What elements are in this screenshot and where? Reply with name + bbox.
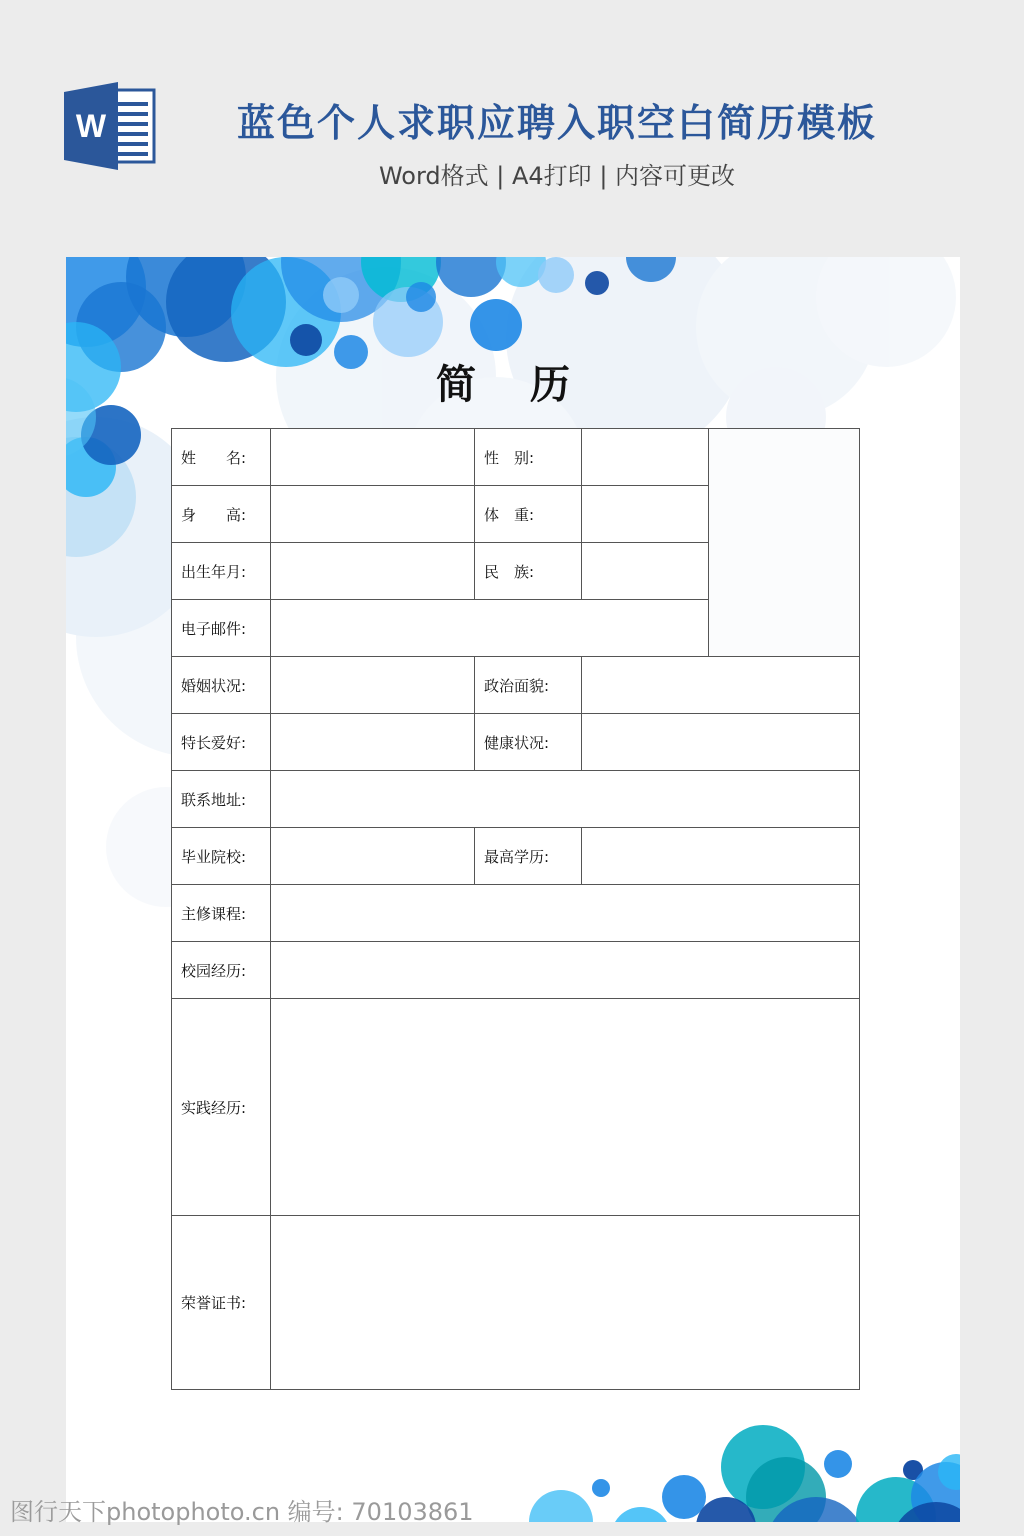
- field-hobbies[interactable]: [271, 714, 475, 771]
- field-school[interactable]: [271, 828, 475, 885]
- label-hobbies: 特长爱好:: [172, 714, 271, 771]
- page-header: [0, 0, 1024, 240]
- label-gender: 性 别:: [475, 429, 582, 486]
- field-weight[interactable]: [582, 486, 709, 543]
- svg-text:W: W: [75, 108, 107, 144]
- resume-form-table: [171, 428, 860, 1390]
- table-row: [172, 771, 860, 828]
- field-name[interactable]: [271, 429, 475, 486]
- field-address[interactable]: [271, 771, 860, 828]
- field-honors[interactable]: [271, 1216, 860, 1390]
- field-political[interactable]: [582, 657, 860, 714]
- photo-box[interactable]: [709, 429, 860, 657]
- table-row: [172, 429, 860, 486]
- field-birth[interactable]: [271, 543, 475, 600]
- label-email: 电子邮件:: [172, 600, 271, 657]
- label-name: 姓 名:: [172, 429, 271, 486]
- label-ethnicity: 民 族:: [475, 543, 582, 600]
- label-education: 最高学历:: [475, 828, 582, 885]
- table-row: [172, 942, 860, 999]
- label-practice: 实践经历:: [172, 999, 271, 1216]
- field-email[interactable]: [271, 600, 709, 657]
- field-courses[interactable]: [271, 885, 860, 942]
- label-address: 联系地址:: [172, 771, 271, 828]
- field-practice[interactable]: [271, 999, 860, 1216]
- field-height[interactable]: [271, 486, 475, 543]
- label-honors: 荣誉证书:: [172, 1216, 271, 1390]
- watermark-text: 图行天下photophoto.cn 编号: 70103861: [10, 1498, 474, 1526]
- field-education[interactable]: [582, 828, 860, 885]
- label-height: 身 高:: [172, 486, 271, 543]
- label-political: 政治面貌:: [475, 657, 582, 714]
- table-row: [172, 657, 860, 714]
- table-row: [172, 1216, 860, 1390]
- label-campus: 校园经历:: [172, 942, 271, 999]
- field-campus[interactable]: [271, 942, 860, 999]
- table-row: [172, 714, 860, 771]
- resume-title: 简 历: [436, 362, 590, 408]
- field-health[interactable]: [582, 714, 860, 771]
- field-ethnicity[interactable]: [582, 543, 709, 600]
- label-marital: 婚姻状况:: [172, 657, 271, 714]
- label-health: 健康状况:: [475, 714, 582, 771]
- table-row: [172, 828, 860, 885]
- field-marital[interactable]: [271, 657, 475, 714]
- page-subtitle: Word格式 | A4打印 | 内容可更改: [378, 162, 736, 190]
- resume-paper: [66, 257, 960, 1522]
- table-row: [172, 885, 860, 942]
- label-school: 毕业院校:: [172, 828, 271, 885]
- label-courses: 主修课程:: [172, 885, 271, 942]
- page-title: 蓝色个人求职应聘入职空白简历模板: [236, 101, 877, 145]
- label-weight: 体 重:: [475, 486, 582, 543]
- label-birth: 出生年月:: [172, 543, 271, 600]
- table-row: [172, 999, 860, 1216]
- field-gender[interactable]: [582, 429, 709, 486]
